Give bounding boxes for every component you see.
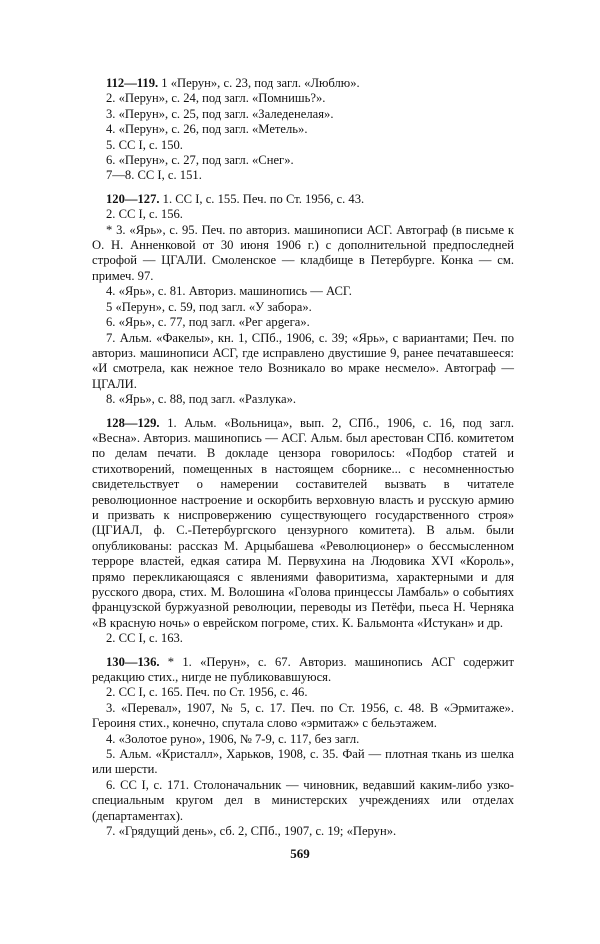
note-line: 5. СС I, с. 150. — [106, 137, 183, 152]
note-line: 5 «Перун», с. 59, под загл. «У забора». — [106, 299, 312, 314]
note-line: 4. «Перун», с. 26, под загл. «Метель». — [106, 122, 308, 137]
note-line: 120—127. 1. СС I, с. 155. Печ. по Ст. 1956, с. 43. — [106, 191, 365, 206]
note-line: * 3. «Ярь», с. 95. Печ. по авториз. машинописи АСГ. Автограф (в письме к О. Н. Анненковой от 30 июня 1906 г.) с дополнительной предпоследней строфой — ЦГАЛИ. Смоленское — кладбище в Петербурге. Конка — см. примеч. 97. — [92, 222, 514, 283]
note-line: 5. Альм. «Кристалл», Харьков, 1908, с. 35. Фай — плотная ткань из шелка или шерсти. — [92, 747, 514, 777]
entry-number-range: 130—136. — [106, 654, 160, 669]
note-line: 112—119. 1 «Перун», с. 23, под загл. «Люблю». — [106, 76, 360, 90]
note-line: 130—136. * 1. «Перун», с. 67. Авториз. машинопись АСГ содержит редакцию стих., нигде не публиковавшуюся. — [92, 654, 514, 685]
note-line: 8. «Ярь», с. 88, под загл. «Разлука». — [106, 392, 297, 407]
note-line: 6. «Перун», с. 27, под загл. «Снег». — [106, 153, 294, 168]
note-entry-112-119 — [92, 76, 514, 184]
note-line: 7. «Грядущий день», сб. 2, СПб., 1907, с. 19; «Перун». — [106, 824, 397, 839]
entry-number-range: 112—119. — [106, 76, 159, 90]
note-line: 3. «Перун», с. 25, под загл. «Заледенелая». — [106, 106, 334, 121]
page-number: 569 — [290, 846, 310, 861]
note-line: 2. «Перун», с. 24, под загл. «Помнишь?». — [106, 91, 326, 106]
note-line: 6. «Ярь», с. 77, под загл. «Pег apgeга». — [106, 315, 310, 330]
note-line: 3. «Перевал», 1907, № 5, с. 17. Печ. по Ст. 1956, с. 48. В «Эрмитаже». Героиня стих., конечно, спутала слово «эрмитаж» с бельэтажем. — [92, 700, 514, 731]
entry-number-range: 128—129. — [106, 415, 160, 430]
notes-text — [92, 76, 514, 848]
note-line: 2. СС I, с. 165. Печ. по Ст. 1956, с. 46. — [106, 685, 308, 700]
note-line: 2. СС I, с. 156. — [106, 207, 183, 222]
note-entry-128-129 — [92, 416, 514, 647]
note-line: 2. СС I, с. 163. — [106, 631, 183, 646]
note-entry-130-136 — [92, 655, 514, 840]
note-line: 4. «Золотое руно», 1906, № 7-9, с. 117, без загл. — [106, 731, 360, 746]
entry-number-range: 120—127. — [106, 191, 160, 206]
note-line: 128—129. 1. Альм. «Вольница», вып. 2, СПб., 1906, с. 16, под загл. «Весна». Авториз. машинопись — АСГ. Альм. был арестован СПб. комитетом по делам печати. В докладе цензора говорилось: «Подбор статей и стихотворений, помещенных в настоящем сборнике... с несомненностью свидетельствует о намерении составителей вызвать в читателе революционное настроение и оскорбить верховную власть и русскую армию и призвать к ниспровержению существующего государственного строя» (ЦГИАЛ, ф. С.-Петербургского цензурного комитета). В альм. были опубликованы: рассказ М. Арцыбашева «Революционер» о бессмысленном терроре властей, едкая сатира М. Первухина на Людовика XVI «Король», прямо перекликающаяся с явлениями фаворитизма, характерными и для русского двора, стих. М. Волошина «Голова принцессы Ламбаль» о событиях французской буржуазной революции, переводы из Петёфи, пьеса Н. Чернякa «В красную ночь» о еврейском погроме, стих. К. Бальмонта «Истукан» и др. — [92, 415, 514, 630]
note-line: 7—8. СС I, с. 151. — [106, 168, 202, 183]
note-line: 4. «Ярь», с. 81. Авториз. машинопись — АСГ. — [106, 284, 352, 299]
note-entry-120-127 — [92, 192, 514, 408]
note-line: 7. Альм. «Факелы», кн. 1, СПб., 1906, с. 39; «Ярь», с вариантами; Печ. по авториз. машинописи АСГ, где исправлено двустишие 9, ранее печатавшееся: «И смотрела, как нежное тело Возникало во мраке несмело». Автограф — ЦГАЛИ. — [92, 330, 514, 391]
note-line: 6. СС I, с. 171. Столоначальник — чиновник, ведавший каким-либо узко-специальным кругом дел в министерских учреждениях или отделах (департаментах). — [92, 777, 514, 823]
